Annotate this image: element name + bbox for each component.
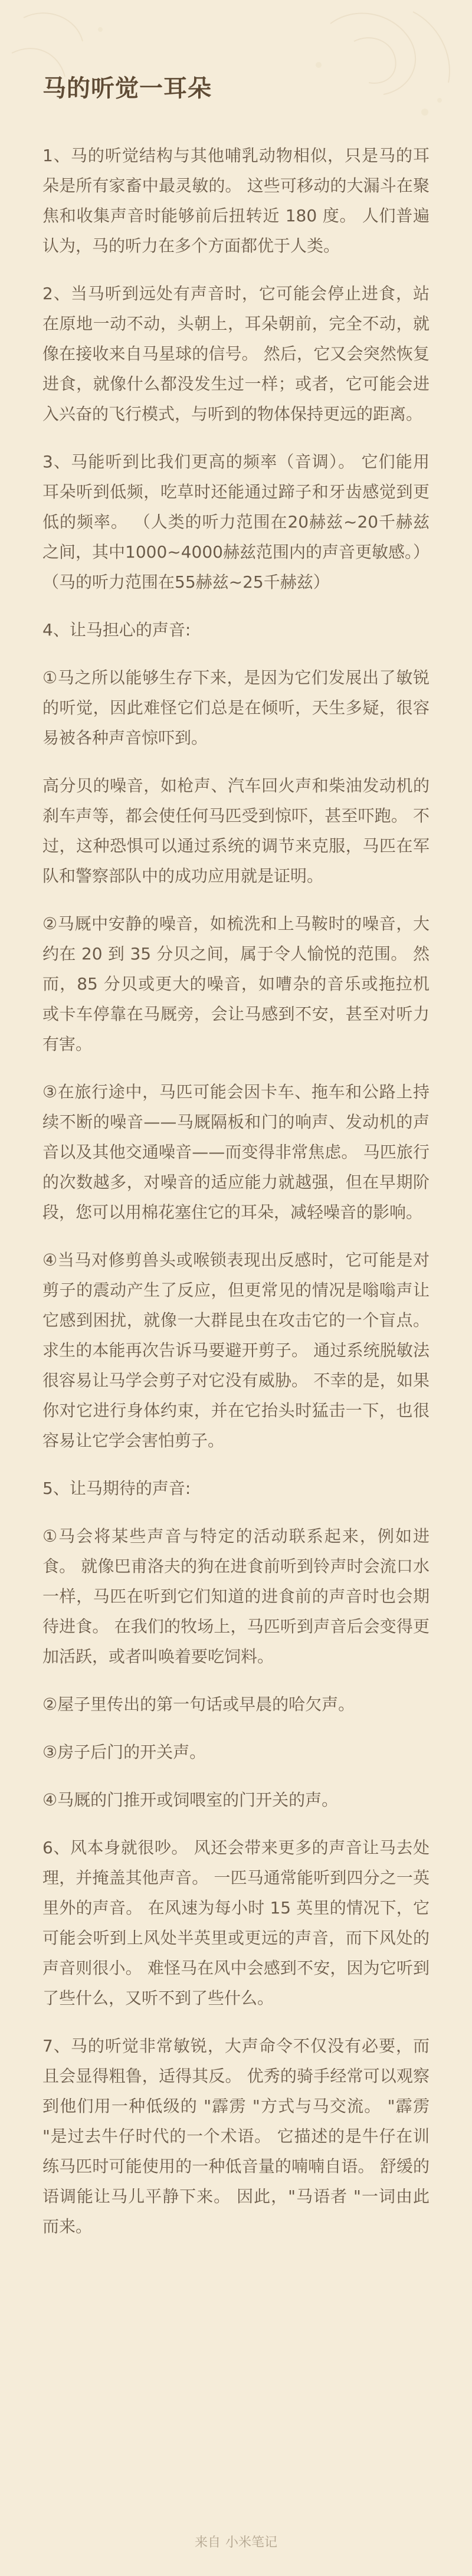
paragraph-wind: 6、风本身就很吵。 风还会带来更多的声音让马去处理，并掩盖其他声音。 一匹马通常能听到四分之一英里外的声音。 在风速为每小时 15 英里的情况下，它可能会听到上风处半英里或更远的声音，而下风处的声音则很小。 难怪马在风中会感到不安，因为它听到了些什么，又听不到了些什么。 (42, 1838, 430, 2008)
paragraph-worry-3: ③在旅行途中，马匹可能会因卡车、拖车和公路上持续不断的噪音——马厩隔板和门的响声、发动机的声音以及其他交通噪音——而变得非常焦虑。 马匹旅行的次数越多，对噪音的适应能力就越强，但在早期阶段，您可以用棉花塞住它的耳朵，减轻噪音的影响。 (42, 1082, 430, 1222)
paragraph-frequency: 3、马能听到比我们更高的频率（音调）。 它们能用耳朵听到低频，吃草时还能通过蹄子和牙齿感觉到更低的频率。 （人类的听力范围在20赫兹~20千赫兹之间，其中1000~4000赫兹范围内的声音更敏感。） （马的听力范围在55赫兹~25千赫兹） (42, 452, 430, 592)
paragraph-distant-sound: 2、当马听到远处有声音时，它可能会停止进食，站在原地一动不动，头朝上，耳朵朝前，完全不动，就像在接收来自马星球的信号。 然后，它又会突然恢复进食，就像什么都没发生过一样；或者，它可能会进入兴奋的飞行模式，与听到的物体保持更远的距离。 (42, 284, 430, 424)
paragraph-hearing-structure: 1、马的听觉结构与其他哺乳动物相似，只是马的耳朵是所有家畜中最灵敏的。 这些可移动的大漏斗在聚焦和收集声音时能够前后扭转近 180 度。 人们普遍认为，马的听力在多个方面都优于人类。 (42, 146, 430, 255)
source-footer (0, 2531, 472, 2555)
paragraph-expect-4: ④马厩的门推开或饲喂室的门开关的声。 (42, 1790, 339, 1810)
paragraph-high-decibel: 高分贝的噪音，如枪声、汽车回火声和柴油发动机的刹车声等，都会使任何马匹受到惊吓，甚至吓跑。 不过，这种恐惧可以通过系统的调节来克服，马匹在军队和警察部队中的成功应用就是证明。 (42, 776, 430, 886)
paragraph-worry-4: ④当马对修剪兽头或喉锁表现出反感时，它可能是对剪子的震动产生了反应，但更常见的情况是嗡嗡声让它感到困扰，就像一大群昆虫在攻击它的一个盲点。 求生的本能再次告诉马要避开剪子。 通过系统脱敏法很容易让马学会剪子对它没有威胁。 不幸的是，如果你对它进行身体约束，并在它抬头时猛击一下，也很容易让它学会害怕剪子。 (42, 1250, 430, 1450)
note-body (42, 140, 430, 2241)
paragraph-worry-2: ②马厩中安静的噪音，如梳洗和上马鞍时的噪音，大约在 20 到 35 分贝之间，属于令人愉悦的范围。 然而，85 分贝或更大的噪音，如嘈杂的音乐或拖拉机或卡车停靠在马厩旁，会让马感到不安，甚至对听力有害。 (42, 914, 430, 1054)
paragraph-expect-3: ③房子后门的开关声。 (42, 1742, 206, 1762)
section-heading-worrying-sounds: 4、让马担心的声音: (42, 620, 191, 640)
note-content (42, 70, 430, 2241)
paragraph-sensitive-hearing: 7、马的听觉非常敏锐，大声命令不仅没有必要，而且会显得粗鲁，适得其反。 优秀的骑手经常可以观察到他们用一种低级的 "霹雳 "方式与马交流。 "霹雳 "是过去牛仔时代的一个术语。 它描述的是牛仔在训练马匹时可能使用的一种低音量的喃喃自语。 舒缓的语调能让马儿平静下来。 因此，"马语者 "一词由此而来。 (42, 2036, 430, 2236)
footer-app-name: 小米笔记 (225, 2535, 278, 2550)
section-heading-expected-sounds: 5、让马期待的声音: (42, 1479, 191, 1498)
footer-prefix: 来自 (194, 2535, 221, 2550)
paragraph-expect-2: ②屋子里传出的第一句话或早晨的哈欠声。 (42, 1695, 355, 1714)
paragraph-expect-1: ①马会将某些声音与特定的活动联系起来，例如进食。 就像巴甫洛夫的狗在进食前听到铃声时会流口水一样，马匹在听到它们知道的进食前的声音时也会期待进食。 在我们的牧场上，马匹听到声音后会变得更加活跃，或者叫唤着要吃饲料。 (42, 1526, 430, 1666)
paragraph-worry-1: ①马之所以能够生存下来，是因为它们发展出了敏锐的听觉，因此难怪它们总是在倾听，天生多疑，很容易被各种声音惊吓到。 (42, 668, 430, 748)
note-title: 马的听觉一耳朵 (42, 75, 212, 102)
